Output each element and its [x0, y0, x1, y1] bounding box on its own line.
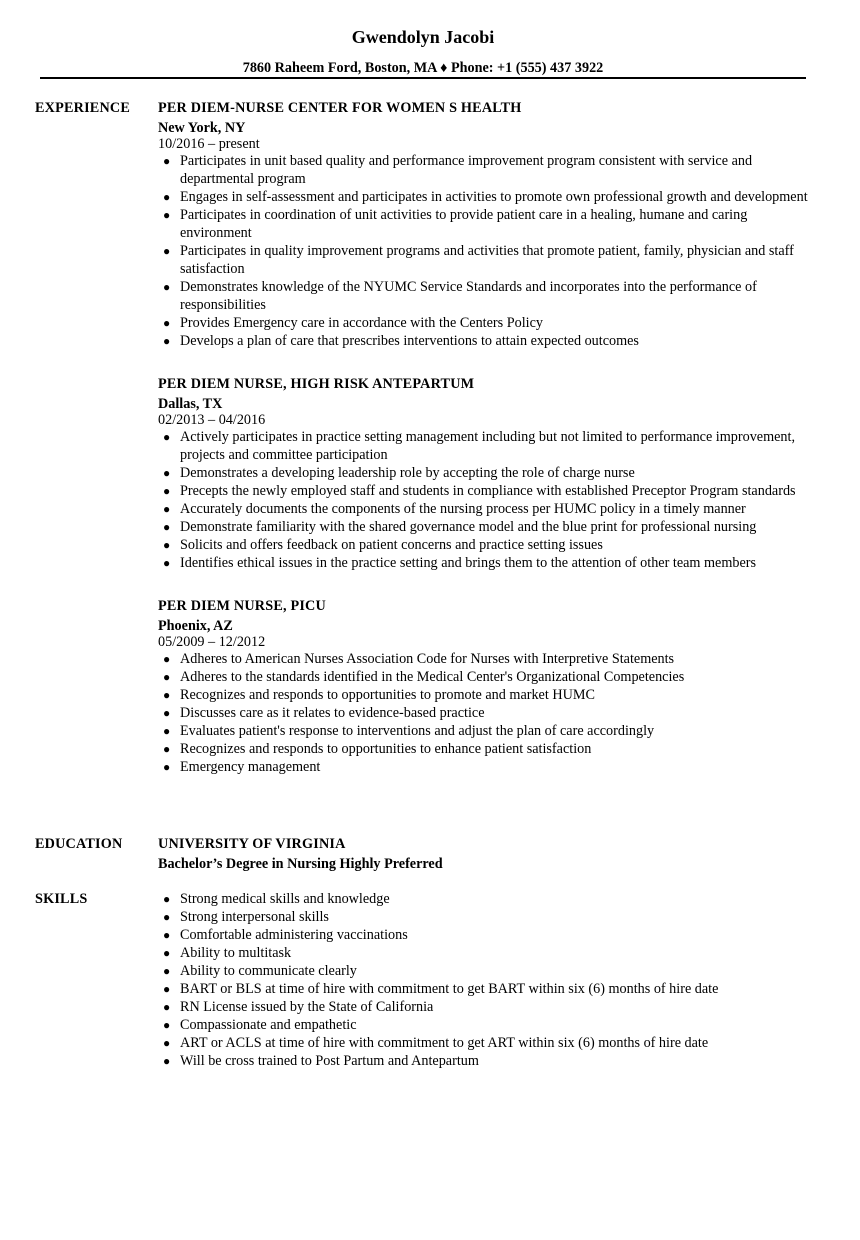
bullet-icon: ● — [163, 1000, 171, 1014]
list-item — [158, 926, 808, 944]
bullet-icon: ● — [163, 520, 171, 534]
bullet-icon: ● — [163, 154, 171, 168]
bullet-icon: ● — [163, 316, 171, 330]
list-item — [158, 188, 808, 206]
list-item — [158, 536, 808, 554]
bullet-icon: ● — [163, 484, 171, 498]
duty-text: Demonstrates a developing leadership role by accepting the role of charge nurse — [180, 465, 635, 481]
job-location: Phoenix, AZ — [158, 618, 233, 634]
duty-text: Provides Emergency care in accordance with the Centers Policy — [180, 315, 543, 331]
list-item — [158, 1016, 808, 1034]
job-entry — [158, 99, 808, 350]
bullet-icon: ● — [163, 280, 171, 294]
job-duties — [158, 152, 808, 350]
list-item — [158, 1052, 808, 1070]
job-title: PER DIEM NURSE, HIGH RISK ANTEPARTUM — [158, 376, 475, 392]
duty-text: Recognizes and responds to opportunities to enhance patient satisfaction — [180, 741, 592, 757]
bullet-icon: ● — [163, 244, 171, 258]
duty-text: Demonstrates knowledge of the NYUMC Service Standards and incorporates into the performance of responsibilities — [180, 279, 757, 313]
list-item — [158, 206, 808, 242]
degree-name: Bachelor’s Degree in Nursing Highly Preferred — [158, 856, 443, 872]
list-item — [158, 908, 808, 926]
job-entry — [158, 375, 808, 572]
list-item — [158, 722, 808, 740]
job-location: New York, NY — [158, 120, 246, 136]
skill-text: ART or ACLS at time of hire with commitment to get ART within six (6) months of hire date — [180, 1035, 709, 1051]
bullet-icon: ● — [163, 1018, 171, 1032]
duty-text: Adheres to the standards identified in the Medical Center's Organizational Competencies — [180, 669, 685, 685]
duty-text: Precepts the newly employed staff and students in compliance with established Preceptor Program standards — [180, 483, 796, 499]
skill-text: Compassionate and empathetic — [180, 1017, 357, 1033]
duty-text: Recognizes and responds to opportunities to promote and market HUMC — [180, 687, 595, 703]
duty-text: Discusses care as it relates to evidence-based practice — [180, 705, 485, 721]
list-item — [158, 554, 808, 572]
bullet-icon: ● — [163, 964, 171, 978]
bullet-icon: ● — [163, 742, 171, 756]
skill-text: Will be cross trained to Post Partum and Antepartum — [180, 1053, 479, 1069]
skills-body — [158, 890, 808, 1070]
list-item — [158, 998, 808, 1016]
bullet-icon: ● — [163, 538, 171, 552]
duty-text: Demonstrate familiarity with the shared governance model and the blue print for professional nursing — [180, 519, 757, 535]
experience-heading: EXPERIENCE — [35, 100, 131, 116]
list-item — [158, 980, 808, 998]
list-item — [158, 152, 808, 188]
list-item — [158, 890, 808, 908]
skill-text: BART or BLS at time of hire with commitment to get BART within six (6) months of hire date — [180, 981, 719, 997]
duty-text: Actively participates in practice setting management including but not limited to performance improvement, projects and committee participation — [180, 429, 795, 463]
bullet-icon: ● — [163, 670, 171, 684]
list-item — [158, 428, 808, 464]
job-dates: 10/2016 – present — [158, 136, 260, 152]
job-title: PER DIEM NURSE, PICU — [158, 598, 326, 614]
list-item — [158, 1034, 808, 1052]
list-item — [158, 314, 808, 332]
bullet-icon: ● — [163, 892, 171, 906]
duty-text: Engages in self-assessment and participates in activities to promote own professional growth and development — [180, 189, 808, 205]
bullet-icon: ● — [163, 1054, 171, 1068]
bullet-icon: ● — [163, 982, 171, 996]
list-item — [158, 278, 808, 314]
list-item — [158, 668, 808, 686]
list-item — [158, 704, 808, 722]
bullet-icon: ● — [163, 430, 171, 444]
list-item — [158, 464, 808, 482]
bullet-icon: ● — [163, 208, 171, 222]
duty-text: Emergency management — [180, 759, 321, 775]
skill-text: Comfortable administering vaccinations — [180, 927, 408, 943]
job-dates: 05/2009 – 12/2012 — [158, 634, 266, 650]
bullet-icon: ● — [163, 946, 171, 960]
skills-list — [158, 890, 808, 1070]
candidate-name: Gwendolyn Jacobi — [351, 27, 495, 47]
bullet-icon: ● — [163, 334, 171, 348]
bullet-icon: ● — [163, 724, 171, 738]
header-divider — [40, 77, 806, 79]
job-duties — [158, 650, 808, 776]
duty-text: Participates in quality improvement programs and activities that promote patient, family, physician and staff satisfaction — [180, 243, 794, 277]
list-item — [158, 758, 808, 776]
list-item — [158, 740, 808, 758]
bullet-icon: ● — [163, 190, 171, 204]
list-item — [158, 518, 808, 536]
bullet-icon: ● — [163, 910, 171, 924]
bullet-icon: ● — [163, 928, 171, 942]
skill-text: Strong interpersonal skills — [180, 909, 329, 925]
duty-text: Adheres to American Nurses Association Code for Nurses with Interpretive Statements — [180, 651, 675, 667]
skill-text: Ability to multitask — [180, 945, 292, 961]
bullet-icon: ● — [163, 556, 171, 570]
duty-text: Evaluates patient's response to interventions and adjust the plan of care accordingly — [180, 723, 655, 739]
bullet-icon: ● — [163, 760, 171, 774]
skill-text: RN License issued by the State of California — [180, 999, 434, 1015]
bullet-icon: ● — [163, 466, 171, 480]
list-item — [158, 686, 808, 704]
skill-text: Strong medical skills and knowledge — [180, 891, 390, 907]
list-item — [158, 944, 808, 962]
bullet-icon: ● — [163, 706, 171, 720]
list-item — [158, 242, 808, 278]
list-item — [158, 482, 808, 500]
job-entry — [158, 597, 808, 776]
contact-line: 7860 Raheem Ford, Boston, MA ♦ Phone: +1 (555) 437 3922 — [242, 60, 604, 76]
bullet-icon: ● — [163, 1036, 171, 1050]
list-item — [158, 500, 808, 518]
job-duties — [158, 428, 808, 572]
duty-text: Solicits and offers feedback on patient concerns and practice setting issues — [180, 537, 603, 553]
school-name: UNIVERSITY OF VIRGINIA — [158, 836, 346, 852]
duty-text: Develops a plan of care that prescribes interventions to attain expected outcomes — [180, 333, 639, 349]
bullet-icon: ● — [163, 502, 171, 516]
skills-heading: SKILLS — [35, 891, 88, 907]
skill-text: Ability to communicate clearly — [180, 963, 357, 979]
duty-text: Identifies ethical issues in the practice setting and brings them to the attention of other team members — [180, 555, 756, 571]
list-item — [158, 650, 808, 668]
duty-text: Accurately documents the components of the nursing process per HUMC policy in a timely manner — [180, 501, 746, 517]
duty-text: Participates in coordination of unit activities to provide patient care in a healing, humane and caring environment — [180, 207, 748, 241]
job-location: Dallas, TX — [158, 396, 223, 412]
job-title: PER DIEM-NURSE CENTER FOR WOMEN S HEALTH — [158, 100, 522, 116]
bullet-icon: ● — [163, 688, 171, 702]
education-heading: EDUCATION — [35, 836, 123, 852]
experience-body — [158, 99, 808, 801]
list-item — [158, 332, 808, 350]
job-dates: 02/2013 – 04/2016 — [158, 412, 266, 428]
duty-text: Participates in unit based quality and performance improvement program consistent with service and departmental program — [180, 153, 753, 187]
bullet-icon: ● — [163, 652, 171, 666]
education-body — [158, 835, 808, 873]
list-item — [158, 962, 808, 980]
